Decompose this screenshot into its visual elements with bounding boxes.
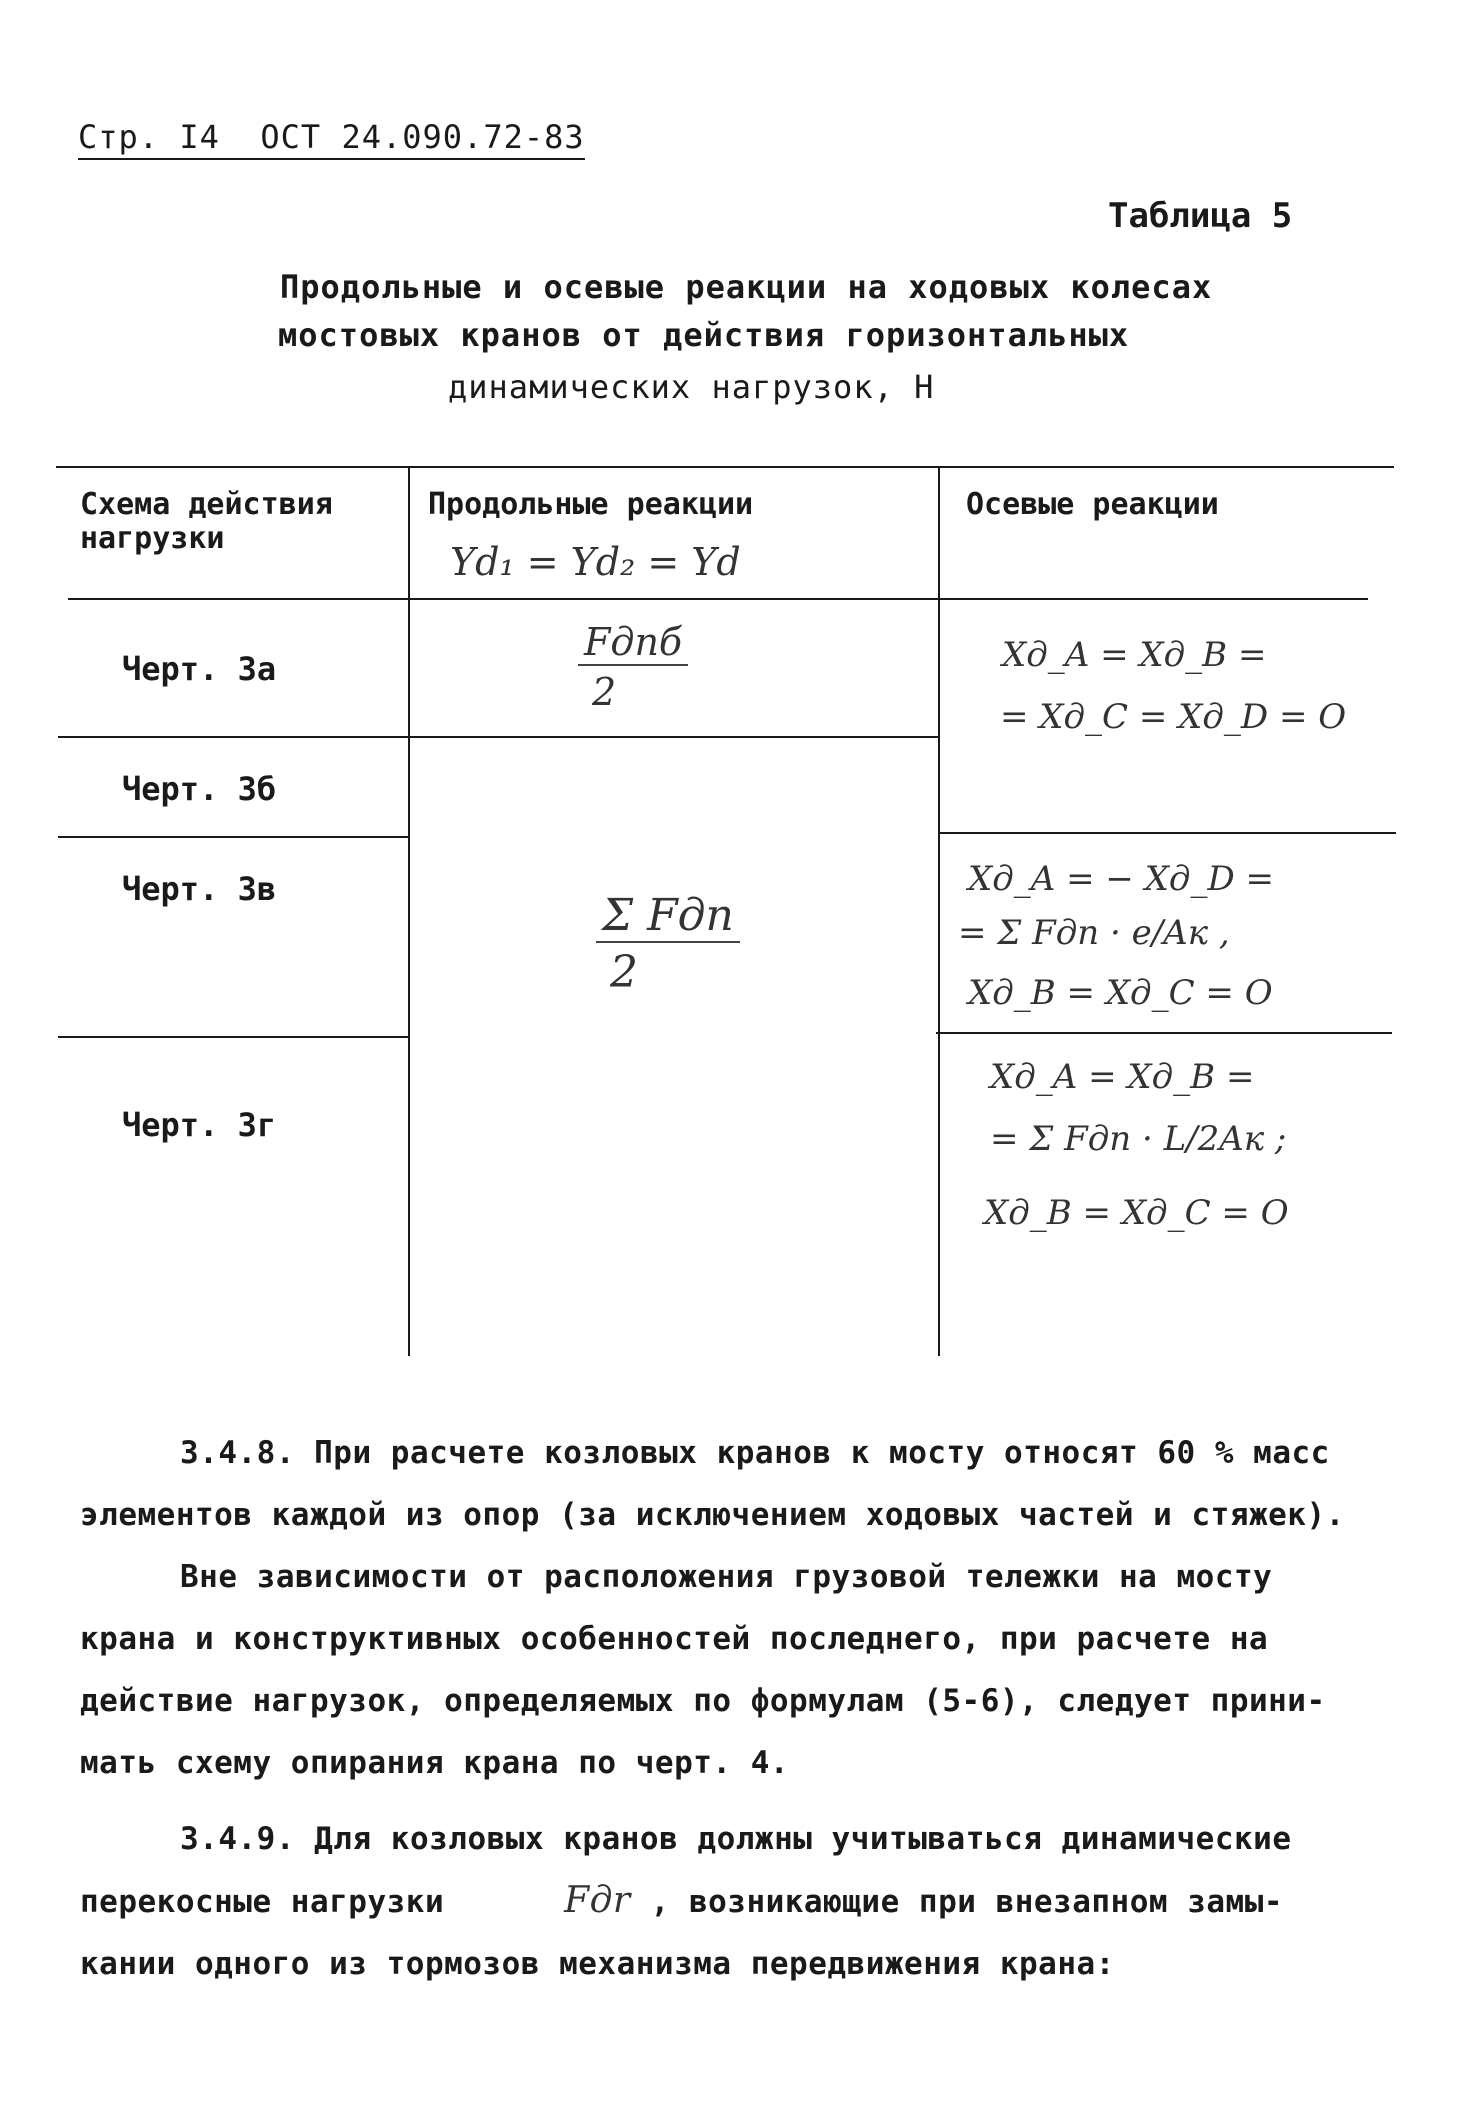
paragraph-scheme-note [80, 1546, 1440, 1794]
paragraph-3-4-9 [80, 1808, 1440, 1995]
column-divider-1 [408, 466, 410, 1356]
paragraph-line: мать схему опирания крана по черт. 4. [80, 1745, 790, 1781]
paragraph-line: 3.4.8. При расчете козловых кранов к мосту относят 60 % масс [180, 1435, 1330, 1471]
row-label-3b: Черт. 3б [122, 770, 277, 808]
paragraph-line: крана и конструктивных особенностей последнего, при расчете на [80, 1621, 1269, 1657]
formula-3v-axial-line-2: = Σ Fдп · e/Aк , [958, 913, 1230, 953]
table-number: Таблица 5 [1108, 196, 1293, 236]
column-header-longitudinal: Продольные реакции [428, 487, 754, 522]
formula-3v-axial-line-1: Xд_A = − Xд_D = [968, 859, 1275, 899]
paragraph-line: кании одного из тормозов механизма передвижения крана: [80, 1946, 1115, 1982]
table-top-border [56, 466, 1394, 468]
inline-formula: Fдr [564, 1880, 631, 1921]
paragraph-line: 3.4.9. Для козловых кранов должны учитываться динамические [180, 1821, 1292, 1857]
table-title-line-3: динамических нагрузок, Н [448, 368, 935, 406]
paragraph-text: перекосные нагрузки [80, 1884, 445, 1920]
row-b-divider-left [58, 836, 408, 838]
table-title-line-1: Продольные и осевые реакции на ходовых колесах [280, 268, 1213, 306]
formula-3a-axial-line-2: = Xд_C = Xд_D = O [1000, 697, 1347, 737]
formula-3a-longitudinal [578, 620, 688, 714]
formula-3g-axial-line-1: Xд_A = Xд_B = [990, 1057, 1255, 1097]
row-v-divider-left [58, 1036, 408, 1038]
row-label-3a: Черт. 3а [122, 650, 277, 688]
row-a-divider [58, 736, 938, 738]
fraction-denominator: 2 [592, 670, 617, 714]
formula-3g-axial-line-3: Xд_B = Xд_C = O [984, 1193, 1289, 1233]
row-ab-axial-divider [940, 832, 1396, 834]
paragraph-line: элементов каждой из опор (за исключением ходовых частей и стяжек). [80, 1497, 1345, 1533]
paragraph-line: действие нагрузок, определяемых по формулам (5-6), следует прини- [80, 1683, 1326, 1719]
paragraph-3-4-8 [80, 1422, 1440, 1546]
page-header [78, 118, 585, 160]
page-number: Стр. I4 [78, 118, 220, 156]
table-title-line-2: мостовых кранов от действия горизонтальных [278, 316, 1130, 354]
row-label-3v: Черт. 3в [122, 870, 277, 908]
row-label-3g: Черт. 3г [122, 1106, 277, 1144]
row-v-axial-divider [936, 1032, 1392, 1034]
fraction-denominator: 2 [610, 947, 638, 998]
column-header-scheme: Схема действия нагрузки [80, 487, 333, 556]
longitudinal-formula: Yd₁ = Yd₂ = Yd [450, 540, 741, 584]
column-header-axial: Осевые реакции [966, 487, 1219, 522]
fraction-numerator: Fдпб [578, 620, 688, 666]
formula-3bv-longitudinal [596, 890, 740, 998]
paragraph-line: Вне зависимости от расположения грузовой тележки на мосту [180, 1559, 1273, 1595]
formula-3v-axial-line-3: Xд_B = Xд_C = O [968, 973, 1273, 1013]
formula-3g-axial-line-2: = Σ Fдп · L/2Aк ; [990, 1119, 1287, 1159]
formula-3a-axial-line-1: Xд_A = Xд_B = [1002, 635, 1267, 675]
paragraph-text: , возникающие при внезапном замы- [650, 1884, 1284, 1920]
column-divider-2 [938, 466, 940, 1356]
table-header-divider [68, 598, 1368, 600]
standard-code: ОСТ 24.090.72-83 [260, 118, 585, 156]
fraction-numerator: Σ Fдп [596, 890, 740, 943]
paragraph-line [80, 1870, 1440, 1933]
